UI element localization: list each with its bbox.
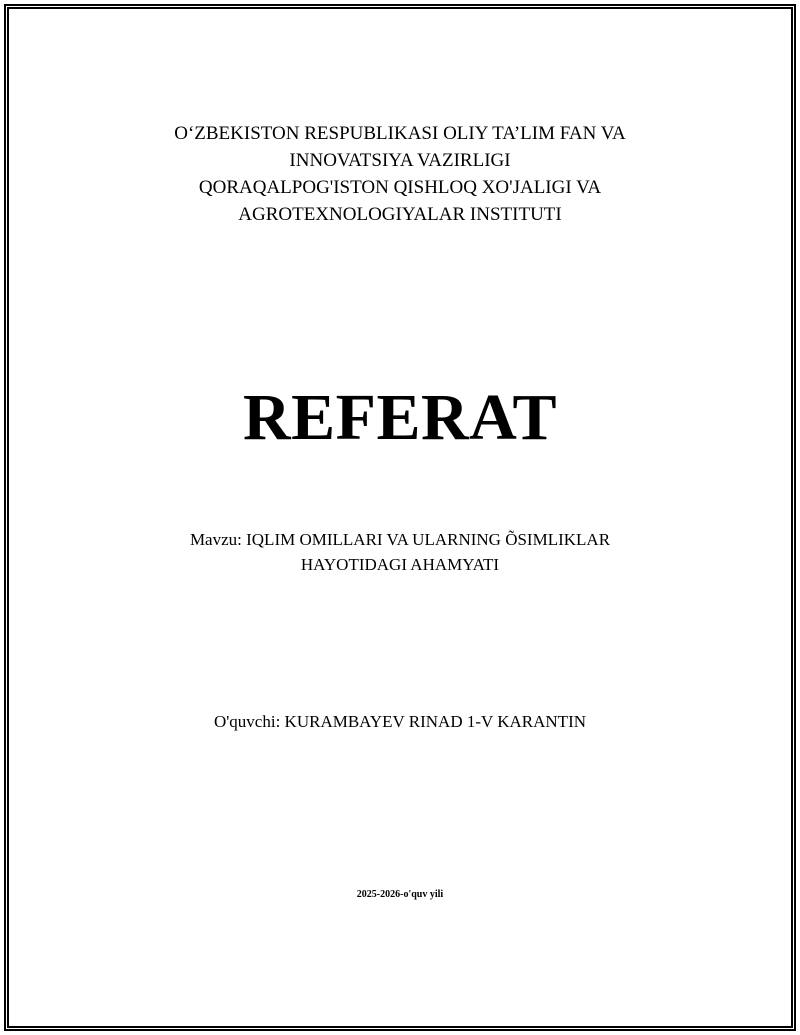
topic-line-2: HAYOTIDAGI AHAMYATI [300,555,500,574]
academic-year: 2025-2026-o'quv yili [356,889,444,900]
institution-line-4: AGROTEXNOLOGIYALAR INSTITUTI [238,204,562,225]
document-title: REFERAT [243,381,557,454]
institution-header [0,120,800,228]
institution-line-1: O‘ZBEKISTON RESPUBLIKASI OLIY TA’LIM FAN VA [174,123,626,144]
topic-block [0,527,800,577]
topic-line-1: Mavzu: IQLIM OMILLARI VA ULARNING ÕSIMLIKLAR [189,530,611,549]
institution-line-3: QORAQALPOG'ISTON QISHLOQ XO'JALIGI VA [198,177,602,198]
institution-line-2: INNOVATSIYA VAZIRLIGI [289,150,511,171]
student-info: O'quvchi: KURAMBAYEV RINAD 1-V KARANTIN [213,712,587,731]
